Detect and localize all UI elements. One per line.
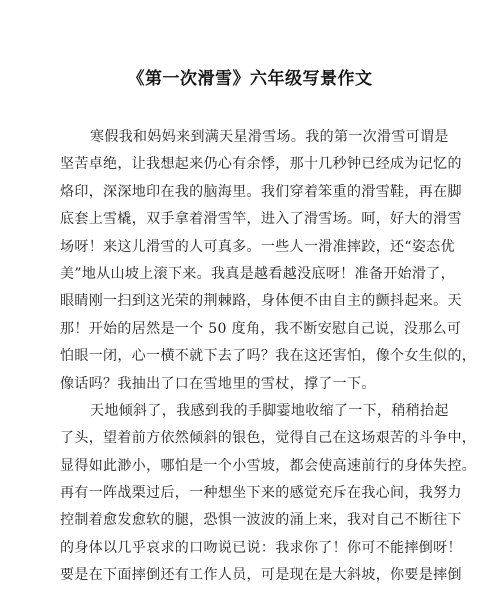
text-line: 美”地从山坡上滚下来。我真是越看越没底呀！准备开始滑了， xyxy=(60,265,455,282)
text-line: 寒假我和妈妈来到满天星滑雪场。我的第一次滑雪可谓是 xyxy=(90,129,449,145)
text-line: 了头，望着前方依然倾斜的银色，觉得自己在这场艰苦的斗争中， xyxy=(60,430,477,447)
text-line: 底套上雪橇，双手拿着滑雪竿，进入了滑雪场。呵，好大的滑雪 xyxy=(60,211,462,228)
text-line: 烙印，深深地印在我的脑海里。我们穿着笨重的滑雪鞋，再在脚 xyxy=(60,183,462,200)
text-line: 再有一阵战栗过后，一种想坐下来的感觉充斥在我心间，我努力 xyxy=(60,485,462,502)
text-line: 像话吗？我抽出了口在雪地里的雪杖，撑了一下。 xyxy=(60,375,376,392)
paragraph-2 xyxy=(60,398,477,590)
text-line: 坚苦卓绝，让我想起来仍心有余悸，那十几秒钟已经成为记忆的 xyxy=(60,156,462,173)
text-line: 场呀！来这儿滑雪的人可真多。一些人一滑准摔跤，还“姿态优 xyxy=(60,238,455,255)
document-body xyxy=(60,124,477,590)
text-line: 天地倾斜了，我感到我的手脚霎地收缩了一下，稍稍抬起 xyxy=(90,402,449,419)
text-line: 怕眼一闭，心一横不就下去了吗？我在这还害怕，像个女生似的， xyxy=(60,348,477,365)
text-line: 那！开始的居然是一个 50 度角，我不断安慰自己说，没那么可 xyxy=(60,320,462,337)
text-line: 显得如此渺小，哪怕是一个小雪坡，都会使高速前行的身体失控。 xyxy=(60,457,477,474)
text-line: 眼睛刚一扫到这光荣的荆棘路，身体便不由自主的颤抖起来。天 xyxy=(60,293,462,310)
text-line: 要是在下面摔倒还有工作人员，可是现在是大斜坡，你要是摔倒 xyxy=(60,567,462,584)
paragraph-1 xyxy=(60,124,477,398)
document-title: 《第一次滑雪》六年级写景作文 xyxy=(127,69,373,89)
text-line: 的身体以几乎哀求的口吻说已说：我求你了！你可不能摔倒呀！ xyxy=(60,539,462,556)
text-line: 控制着愈发愈软的腿，恐惧一波波的涌上来，我对自己不断往下 xyxy=(60,512,462,529)
